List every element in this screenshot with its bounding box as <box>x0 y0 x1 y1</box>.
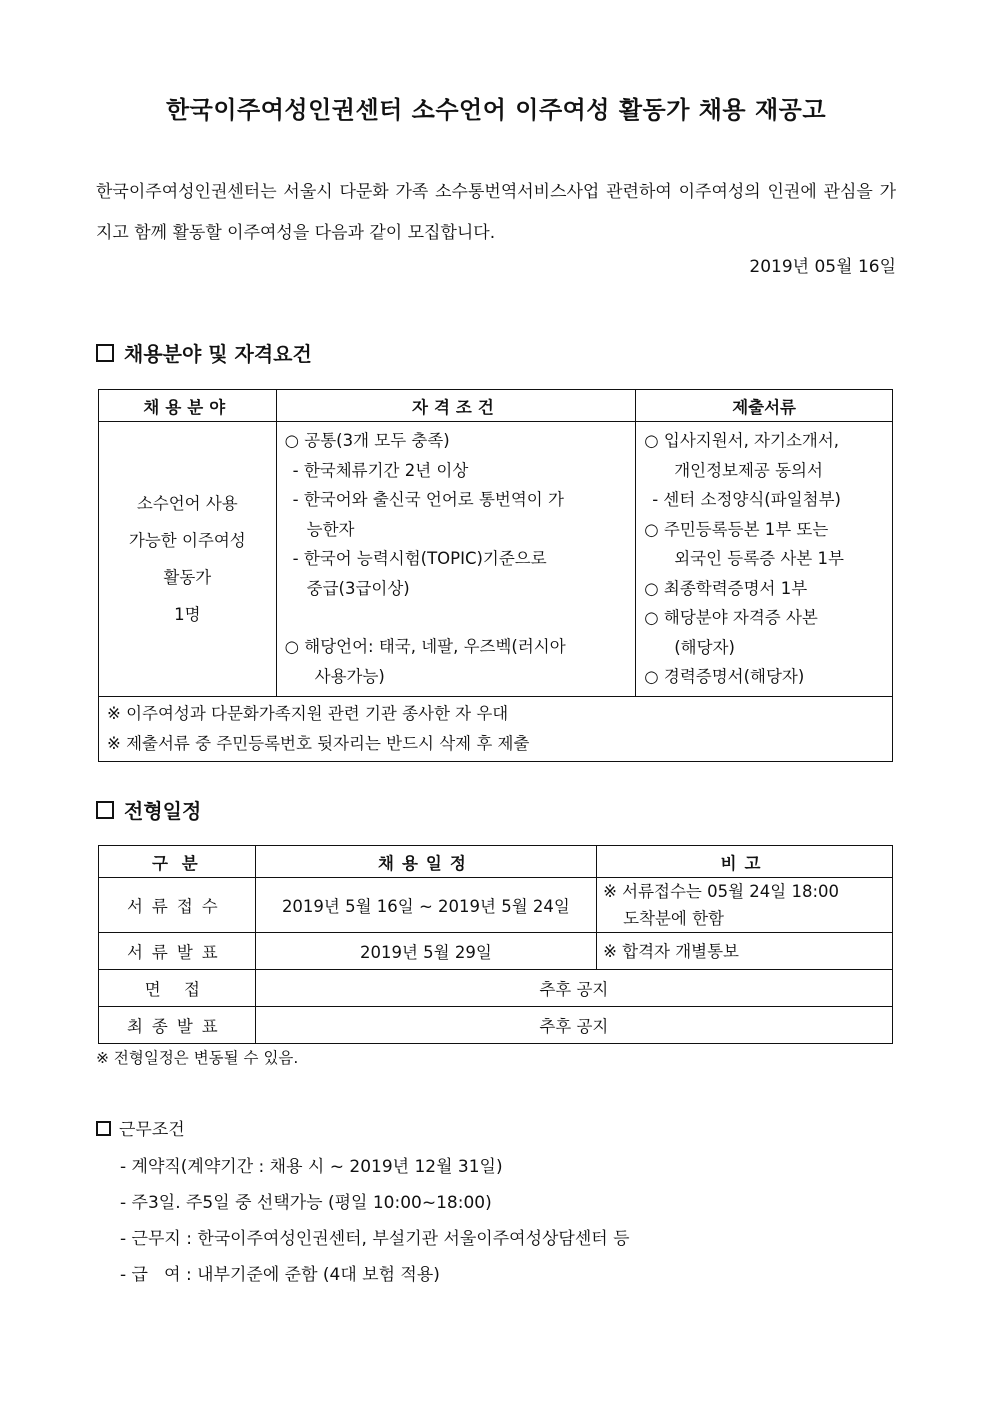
section-heading-requirements <box>96 338 312 367</box>
doc-line: ○ 경력증명서(해당자) <box>644 667 805 686</box>
table-row <box>99 970 893 1007</box>
table-row <box>99 933 893 970</box>
notes-row <box>99 696 893 761</box>
page-title: 한국이주여성인권센터 소수언어 이주여성 활동가 채용 재공고 <box>165 96 827 124</box>
checkbox-bullet-icon <box>96 344 114 362</box>
qual-spacer <box>285 603 628 632</box>
qual-line: - 한국체류기간 2년 이상 <box>292 460 469 480</box>
doc-line: ○ 입사지원서, 자기소개서, <box>644 431 840 450</box>
header-remark: 비고 <box>597 846 893 878</box>
doc-line: ○ 주민등록등본 1부 또는 <box>644 519 829 539</box>
notes-cell <box>99 696 893 761</box>
doc-line: 개인정보제공 동의서 <box>674 460 823 480</box>
section-heading-text: 근무조건 <box>119 1120 185 1140</box>
row-schedule: 추후 공지 <box>255 1007 892 1044</box>
qual-line: ○ 해당언어: 태국, 네팔, 우즈벡(러시아 <box>284 637 566 656</box>
doc-line: 외국인 등록증 사본 1부 <box>674 549 844 568</box>
field-line: 소수언어 사용 <box>136 493 238 513</box>
doc-line: ○ 최종학력증명서 1부 <box>644 578 808 598</box>
section-heading-text: 채용분야 및 자격요건 <box>124 342 312 366</box>
qual-line: 능한자 <box>306 519 355 539</box>
documents-cell <box>636 422 893 697</box>
remark-line: 도착분에 한함 <box>623 909 724 928</box>
qual-line: - 한국어 능력시험(TOPIC)기준으로 <box>292 549 547 568</box>
remark-line: ※ 서류접수는 05월 24일 18:00 <box>603 882 839 901</box>
field-line: 가능한 이주여성 <box>128 530 246 550</box>
schedule-footnote: ※ 전형일정은 변동될 수 있음. <box>96 1049 299 1067</box>
table-row <box>99 422 893 697</box>
header-field: 채용분야 <box>99 390 277 422</box>
section-heading-conditions <box>96 1115 185 1140</box>
condition-item: - 계약직(계약기간 : 채용 시 ~ 2019년 12월 31일) <box>120 1157 503 1177</box>
schedule-table <box>98 845 893 1044</box>
doc-line: (해당자) <box>674 637 735 657</box>
qual-line: 중급(3급이상) <box>306 578 410 598</box>
checkbox-bullet-icon <box>96 801 114 819</box>
section-heading-text: 전형일정 <box>124 799 202 823</box>
row-label: 면 접 <box>99 970 256 1007</box>
field-line: 1명 <box>174 604 201 624</box>
row-schedule: 2019년 5월 29일 <box>255 933 596 970</box>
table-header-row <box>99 390 893 422</box>
qualification-cell <box>276 422 636 697</box>
condition-item: - 급 여 : 내부기준에 준함 (4대 보험 적용) <box>120 1265 440 1285</box>
row-schedule: 2019년 5월 16일 ~ 2019년 5월 24일 <box>255 878 596 933</box>
row-label: 서류발표 <box>99 933 256 970</box>
header-category: 구 분 <box>99 846 256 878</box>
table-row <box>99 878 893 933</box>
qual-line: ○ 공통(3개 모두 충족) <box>284 431 450 450</box>
doc-line: - 센터 소정양식(파일첨부) <box>652 490 841 509</box>
field-line: 활동가 <box>163 567 212 587</box>
header-documents: 제출서류 <box>636 390 893 422</box>
condition-item: - 근무지 : 한국이주여성인권센터, 부설기관 서울이주여성상담센터 등 <box>120 1229 630 1249</box>
intro-paragraph: 한국이주여성인권센터는 서울시 다문화 가족 소수통번역서비스사업 관련하여 이주여성의 인권에 관심을 가지고 함께 활동할 이주여성을 다음과 같이 모집합니다. <box>96 182 896 243</box>
header-schedule: 채용일정 <box>255 846 596 878</box>
condition-item: - 주3일. 주5일 중 선택가능 (평일 10:00~18:00) <box>120 1193 492 1213</box>
doc-line: ○ 해당분야 자격증 사본 <box>644 608 818 627</box>
section-heading-schedule <box>96 795 201 824</box>
row-remark: ※ 합격자 개별통보 <box>597 933 893 970</box>
row-remark <box>597 878 893 933</box>
note-line: ※ 이주여성과 다문화가족지원 관련 기관 종사한 자 우대 <box>107 703 509 723</box>
qual-line: - 한국어와 출신국 언어로 통번역이 가 <box>292 490 564 509</box>
requirements-table <box>98 389 893 762</box>
checkbox-bullet-icon <box>96 1121 111 1136</box>
note-line: ※ 제출서류 중 주민등록번호 뒷자리는 반드시 삭제 후 제출 <box>107 733 530 753</box>
row-schedule: 추후 공지 <box>255 970 892 1007</box>
qual-line: 사용가능) <box>314 666 385 686</box>
header-qualification: 자격조건 <box>276 390 636 422</box>
row-label: 서류접수 <box>99 878 256 933</box>
table-row <box>99 1007 893 1044</box>
recruit-field-cell <box>99 422 277 697</box>
table-header-row <box>99 846 893 878</box>
notice-date: 2019년 05월 16일 <box>749 257 896 277</box>
row-label: 최종발표 <box>99 1007 256 1044</box>
